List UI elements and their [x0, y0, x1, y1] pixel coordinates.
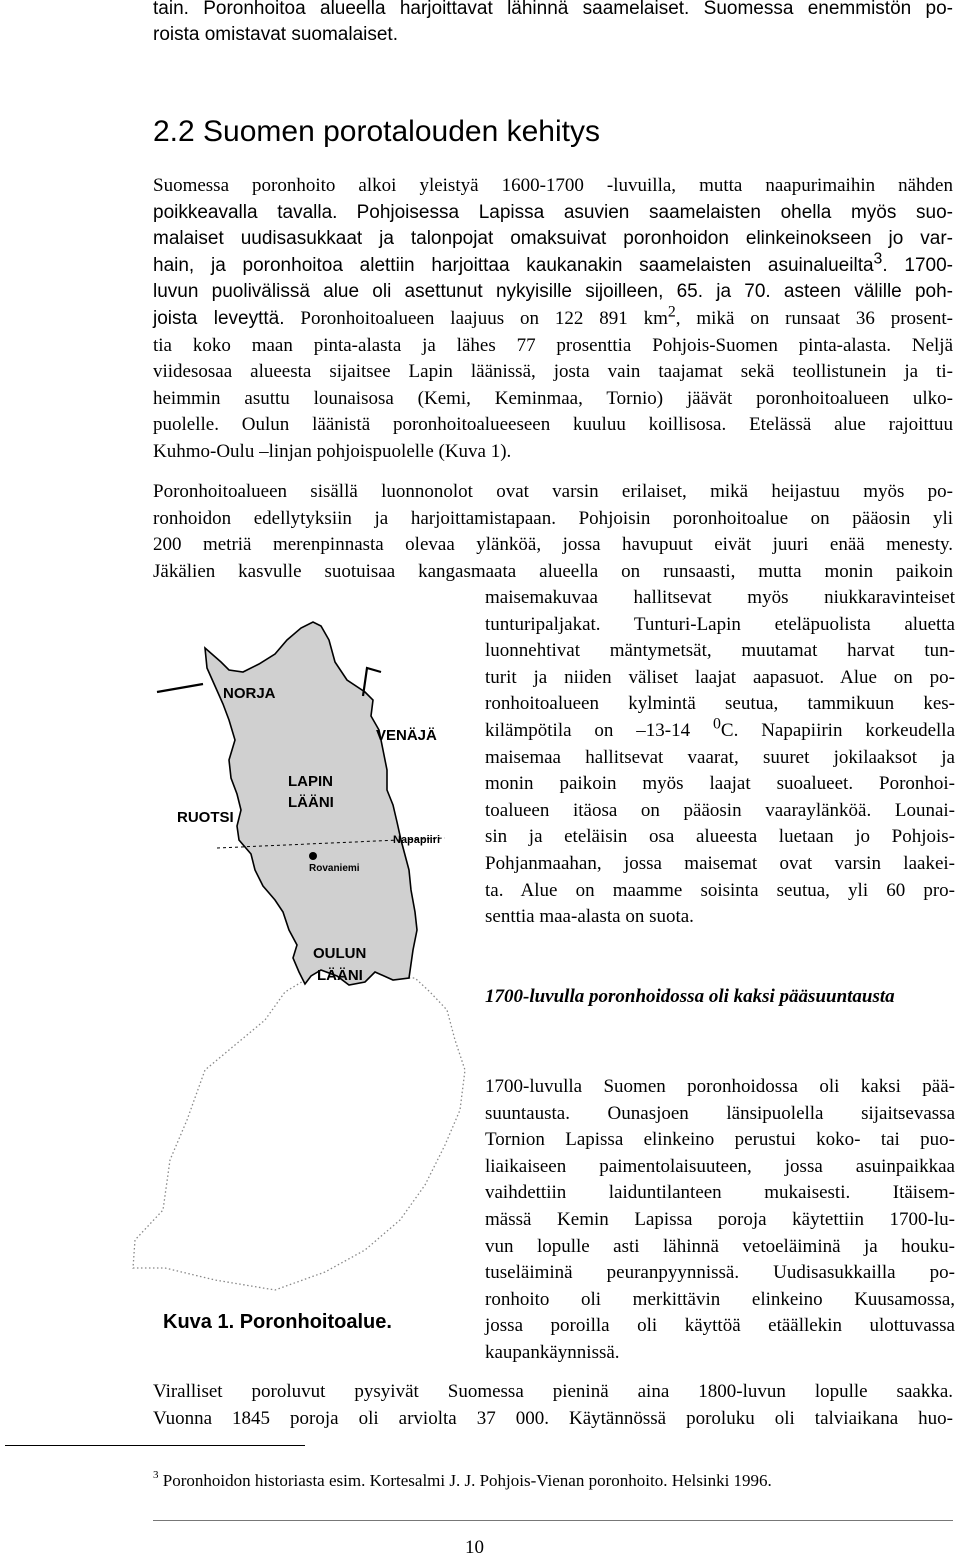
- paragraph-4: [153, 1379, 953, 1432]
- text-line: ronhoidon edellytyksiin ja harjoittamistapaan. Pohjoisin poronhoitoalue on pääosin yli: [153, 507, 953, 529]
- text-line: maisemaa hallitsevat vaarat, suuret jokilaaksot ja: [485, 746, 955, 768]
- text-line: Tornion Lapissa elinkeino perustui koko- tai puo-: [485, 1129, 955, 1151]
- border-line-norway: [157, 684, 203, 692]
- text-span: Poronhoitoalueen laajuus on 122 891 km: [300, 307, 668, 329]
- text-line: Suomessa poronhoito alkoi yleistyä 1600-1700 -luvuilla, mutta naapurimaihin nähden: [153, 175, 953, 196]
- text-line: luonnehtivat mäntymetsät, muutamat harvat tun-: [485, 640, 955, 662]
- text-line: [153, 250, 954, 280]
- text-line: maisemakuvaa hallitsevat myös niukkaravinteiset: [485, 587, 955, 608]
- text-line: 200 metriä merenpinnasta olevaa ylänköä, jossa havupuut eivät juuri enää menesty.: [153, 534, 953, 556]
- degree-superscript: 0: [712, 715, 721, 733]
- text-line: malaiset uudisasukkaat ja talonpojat omaksuivat poronhoidon elinkeinokseen jo var-: [153, 228, 953, 250]
- text-line: ronhoito oli merkittävin elinkeino Kuusamossa,: [485, 1288, 955, 1310]
- southern-finland-outline: [133, 970, 465, 1290]
- text-span: , mikä on runsaat 36 prosent-: [675, 307, 953, 329]
- page-footer-rule: [153, 1520, 953, 1521]
- text-line: ronhoitoalueen kylmintä seutua, tammikuun kes-: [485, 693, 955, 715]
- paragraph-2-continued: [485, 585, 955, 931]
- footnote-marker: 3: [153, 1469, 159, 1481]
- label-napapiiri: Napapiiri: [393, 834, 441, 846]
- superscript: 2: [667, 303, 676, 321]
- label-venaja: VENÄJÄ: [376, 727, 437, 744]
- text-line: tia koko maan pinta-alasta ja lähes 77 prosenttia Pohjois-Suomen pinta-alasta. Neljä: [153, 334, 953, 356]
- text-line: monin paikoin myös laajat suoalueet. Poronhoi-: [485, 773, 955, 795]
- text-line: puolelle. Oulun läänistä poronhoitoalueeseen kuuluu koillisosa. Etelässä alue rajoittuu: [153, 414, 953, 436]
- text-line: toalueen itäosa on pääosin vaaraylänköä. Lounai-: [485, 799, 955, 821]
- paragraph-1: [153, 173, 953, 466]
- text-line: 1700-luvulla Suomen poronhoidossa oli kaksi pää-: [485, 1076, 955, 1097]
- text-line: tuseläiminä peuranpyynnissä. Uudisasukkailla po-: [485, 1262, 955, 1284]
- text-line: heimmin asuttu lounaisosa (Kemi, Keminmaa, Tornio) jäävät poronhoitoalueen ulko-: [153, 387, 953, 409]
- footnote: [153, 1470, 772, 1492]
- text-span: poikkeavalla tavalla.: [153, 201, 338, 223]
- reindeer-area-map: [125, 600, 475, 1320]
- text-line: tain. Poronhoitoa alueella harjoittavat lähinnä saamelaiset. Suomessa enemmistön po-: [153, 0, 953, 19]
- label-oulun: OULUN: [313, 945, 367, 962]
- text-line: roista omistavat suomalaiset.: [153, 24, 398, 45]
- footnote-separator: [5, 1445, 305, 1446]
- text-line: liaikaiseen paimentolaisuuteen, jossa asuinpaikkaa: [485, 1155, 955, 1177]
- text-line: [153, 303, 953, 333]
- text-span: . 1700-: [882, 254, 954, 276]
- text-line: Pohjanmaahan, jossa maisemat ovat varsin laakei-: [485, 852, 955, 874]
- label-norja: NORJA: [223, 685, 276, 702]
- text-line: Poronhoitoalueen sisällä luonnonolot ovat varsin erilaiset, mikä heijastuu myös po-: [153, 481, 953, 502]
- previous-paragraph-end: [153, 0, 953, 48]
- text-line: [485, 715, 956, 745]
- subheading: 1700-luvulla poronhoidossa oli kaksi pääsuuntausta: [485, 986, 895, 1007]
- label-laani-oulu: LÄÄNI: [317, 967, 363, 984]
- text-line: Viralliset poroluvut pysyivät Suomessa pieninä aina 1800-luvun lopulle saakka.: [153, 1381, 953, 1402]
- figure-caption: Kuva 1. Poronhoitoalue.: [163, 1311, 392, 1333]
- text-line: turit ja niiden väliset laajat aapasuot. Alue on po-: [485, 666, 955, 688]
- text-span: hain, ja poronhoitoa alettiin harjoittaa kaukanakin saamelaisten asuinalueilta: [153, 254, 874, 276]
- text-span: C. Napapiirin korkeudella: [720, 719, 956, 741]
- text-line: Vuonna 1845 poroja oli arviolta 37 000. Käytännössä poroluku oli talviaikana huo-: [153, 1407, 953, 1429]
- label-rovaniemi: Rovaniemi: [309, 863, 360, 874]
- text-line: kaupankäynnissä.: [485, 1341, 620, 1363]
- text-line: Jäkälien kasvulle suotuisaa kangasmaata alueella on runsaasti, mutta monin paikoin: [153, 560, 953, 582]
- page-number: 10: [465, 1537, 484, 1558]
- label-ruotsi: RUOTSI: [177, 809, 234, 826]
- section-heading: 2.2 Suomen porotalouden kehitys: [153, 115, 600, 148]
- text-line: jossa poroilla oli käyttöä etäällekin ulottuvassa: [485, 1315, 955, 1337]
- text-line: mässä Kemin Lapissa poroja käytettiin 1700-lu-: [485, 1208, 955, 1230]
- text-line: sin ja eteläisin osa alueesta luetaan jo Pohjois-: [485, 826, 955, 848]
- text-span: kilämpötila on –13-14: [485, 719, 713, 741]
- text-line: vaihdettiin laiduntilanteen mukaisesti. Itäisem-: [485, 1182, 955, 1204]
- text-span: joista leveyttä.: [153, 307, 285, 329]
- text-line: luvun puolivälissä alue oli asettunut nykyisille sijoilleen, 65. ja 70. asteen välille poh-: [153, 281, 953, 303]
- text-line: suuntausta. Ounasjoen länsipuolella sijaitsevassa: [485, 1102, 955, 1124]
- rovaniemi-marker: [309, 852, 317, 860]
- paragraph-3: [485, 1074, 955, 1367]
- text-line: senttia maa-alasta on suota.: [485, 906, 694, 928]
- text-line: viidesosaa alueesta sijaitsee Lapin läänissä, josta vain taajamat sekä teollistunein ja ti-: [153, 361, 953, 383]
- text-line: Kuhmo-Oulu –linjan pohjoispuolelle (Kuva 1).: [153, 440, 512, 462]
- text-line: ta. Alue on maamme soisinta seutua, yli 60 pro-: [485, 879, 955, 901]
- text-line: tunturipaljakat. Tunturi-Lapin eteläpuolista aluetta: [485, 613, 955, 635]
- label-lapin: LAPIN: [288, 773, 333, 790]
- text-line: vun lopulle asti lähinnä vetoeläiminä ja houku-: [485, 1235, 955, 1257]
- footnote-text: Poronhoidon historiasta esim. Kortesalmi J. J. Pohjois-Vienan poronhoito. Helsinki 1996.: [162, 1471, 772, 1490]
- label-laani-lappi: LÄÄNI: [288, 794, 334, 811]
- paragraph-2: [153, 479, 953, 585]
- text-span: Pohjoisessa Lapissa asuvien saamelaisten ohella myös suo-: [356, 201, 954, 223]
- footnote-ref: 3: [873, 250, 883, 268]
- text-line: [153, 200, 953, 227]
